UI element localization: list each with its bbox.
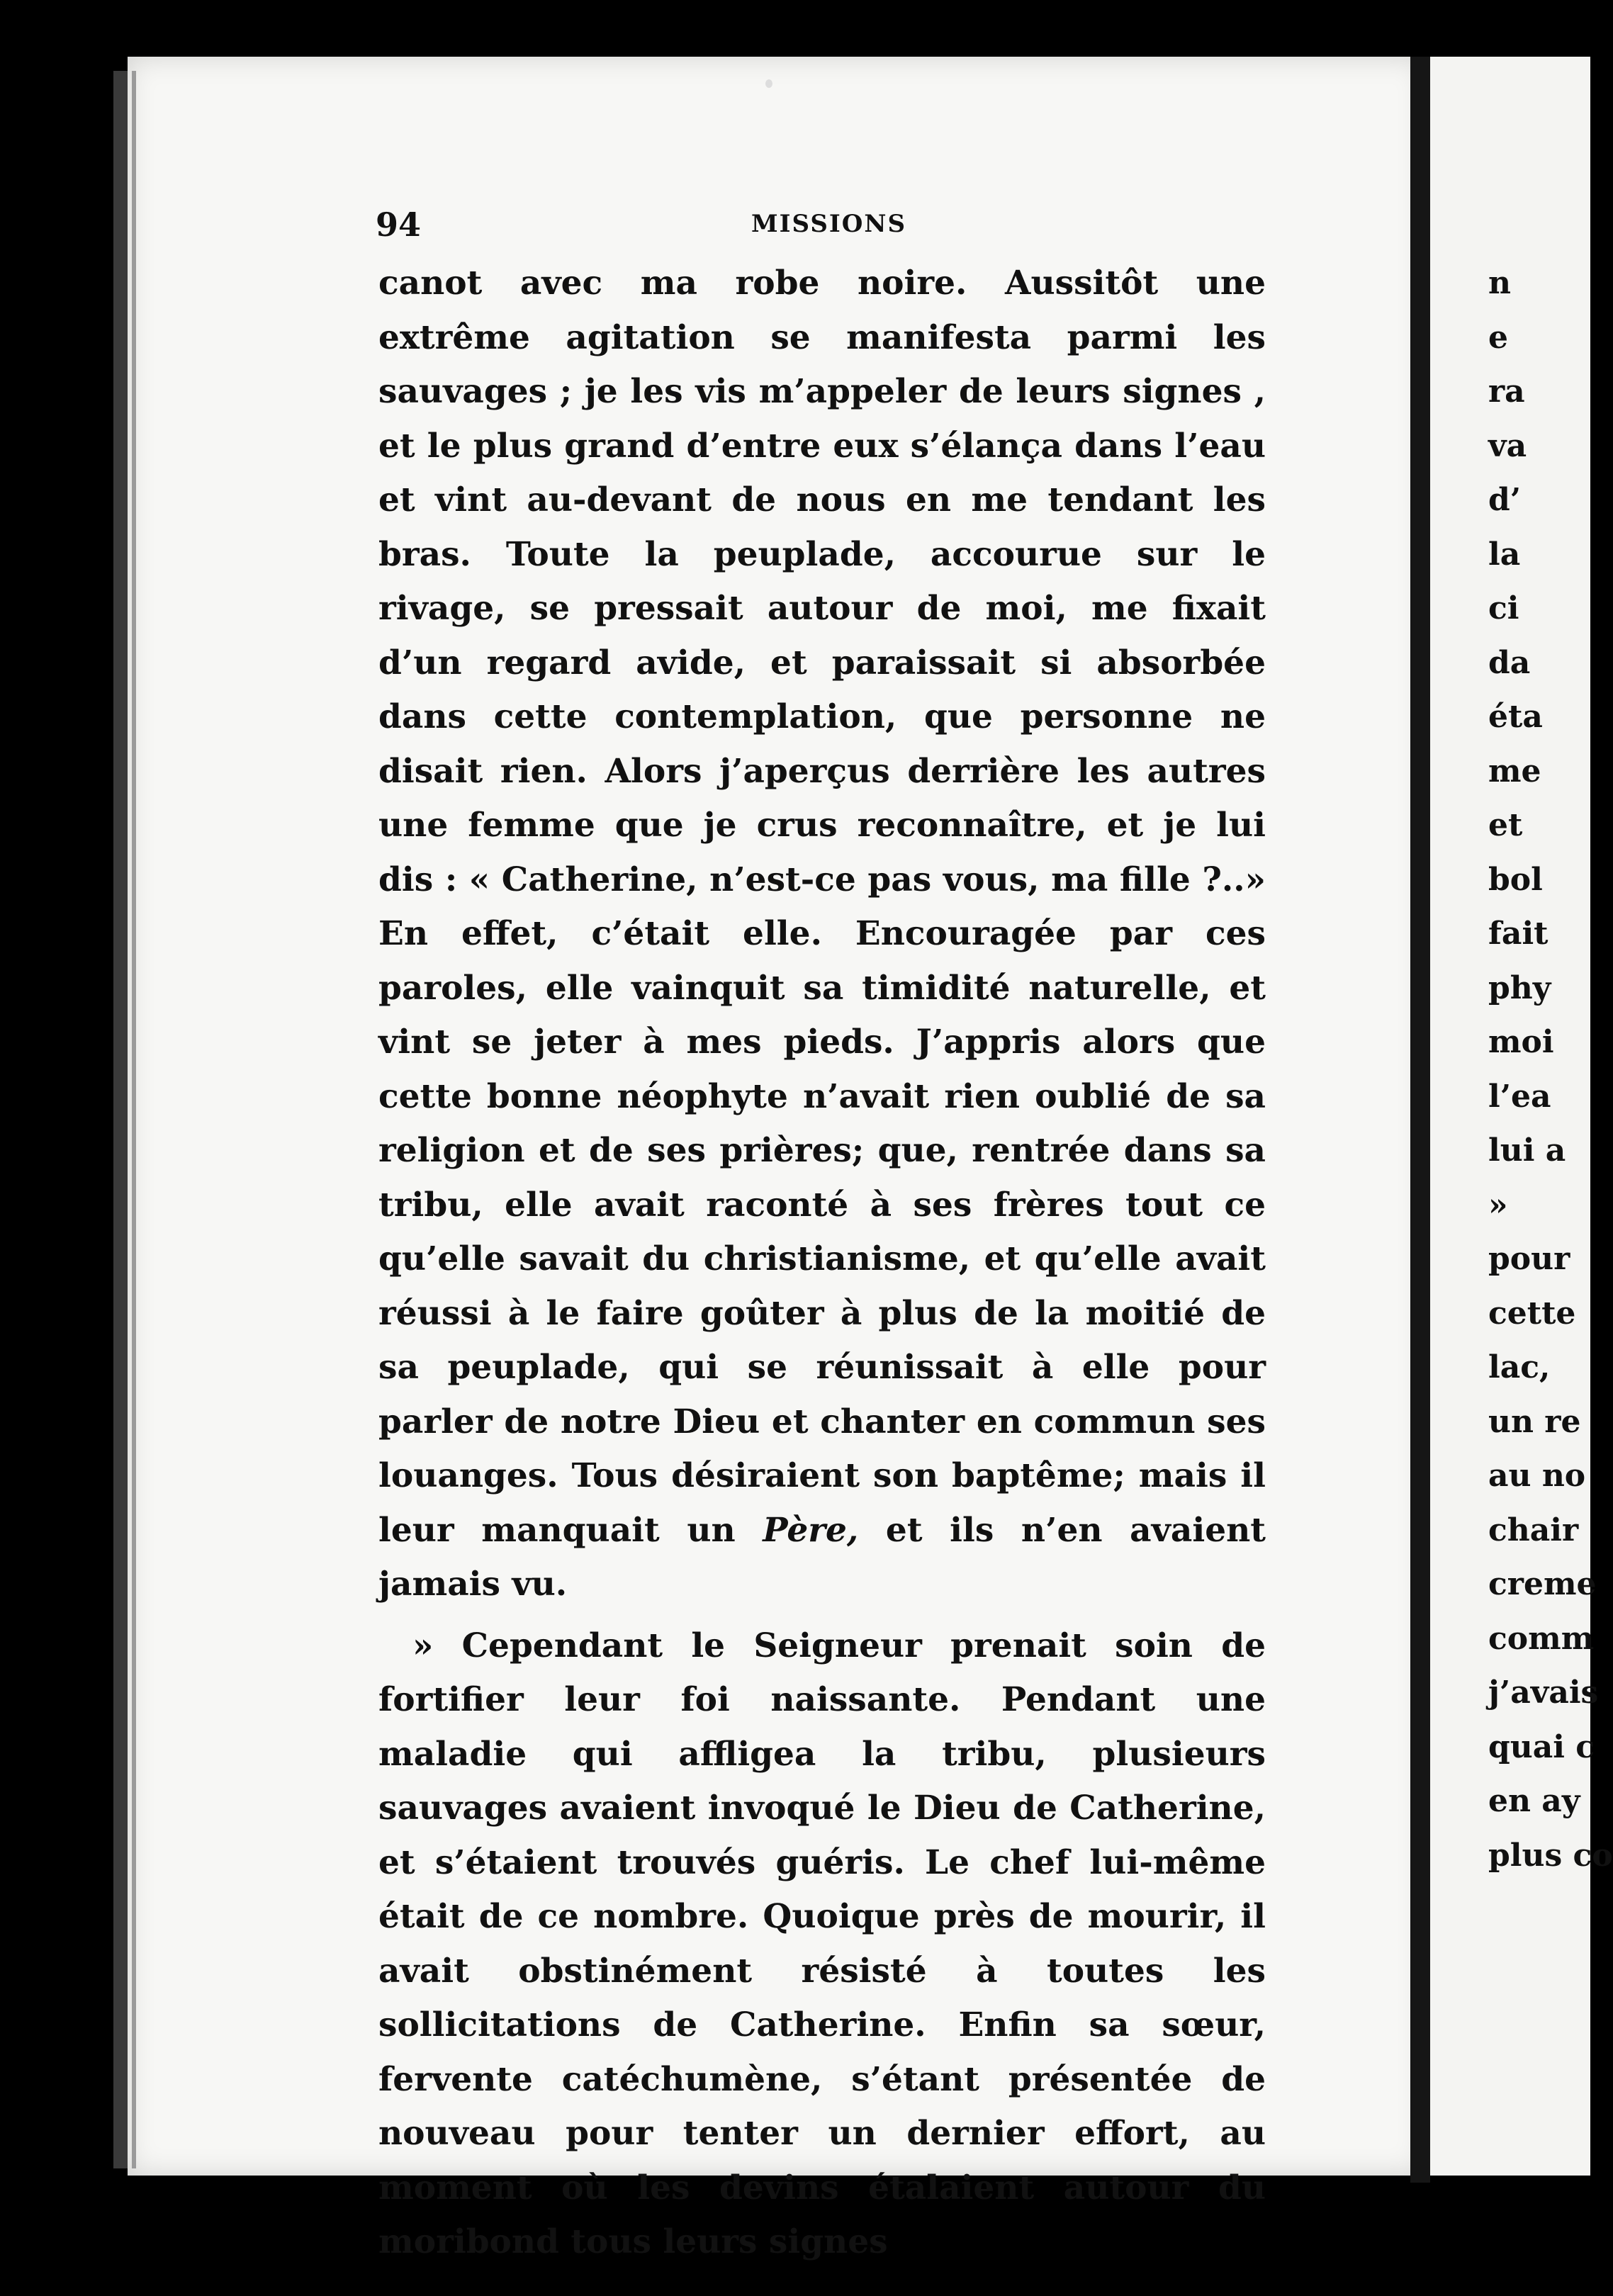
facing-page-line: creme	[1488, 1566, 1597, 1602]
facing-page-line: lac,	[1488, 1349, 1551, 1385]
facing-page-line: d’	[1488, 482, 1522, 518]
facing-page-line: plus co	[1488, 1837, 1613, 1874]
page-edge-shadow	[113, 71, 129, 2168]
paragraph-1-emphasis: Père,	[763, 1510, 859, 1550]
facing-page-line: quai c	[1488, 1728, 1595, 1765]
facing-page-text	[1488, 257, 1613, 1883]
facing-page-line: cette	[1488, 1295, 1576, 1332]
paragraph-2-text: » Cependant le Seigneur prenait soin de fortifier leur foi naissante. Pendant une maladie qui affligea la tribu, plusieurs sauvages avaient invoqué le Dieu de Catherine, et s’étaient trouvés guéris. Le chef lui-même était de ce nombre. Quoique près de mourir, il avait obstinément résisté à toutes les sollicitations de Catherine. Enfin sa sœur, fervente catéchumène, s’étant présentée de nouveau pour tenter un dernier effort, au moment où les devins étalaient autour du moribond tous leurs signes	[378, 1626, 1266, 2261]
paragraph-1	[378, 257, 1266, 1612]
facing-page-line: ra	[1488, 373, 1525, 410]
book-gutter	[1410, 57, 1430, 2183]
facing-page-line: en ay	[1488, 1783, 1580, 1819]
facing-page-line: »	[1488, 1186, 1508, 1223]
paragraph-2	[378, 1619, 1266, 2270]
facing-page-line: lui a	[1488, 1132, 1566, 1169]
facing-page-line: comm	[1488, 1620, 1595, 1657]
facing-page-line: n	[1488, 265, 1511, 301]
running-title: MISSIONS	[751, 210, 907, 238]
facing-page-line: un re	[1488, 1403, 1581, 1440]
paragraph-1-text-after: et ils n’en avaient jamais vu.	[378, 1510, 1266, 1604]
facing-page-line: j’avais	[1488, 1675, 1599, 1711]
page-number: 94	[376, 206, 422, 244]
facing-page-line: me	[1488, 753, 1541, 789]
facing-page-line: fait	[1488, 916, 1549, 952]
facing-page-line: va	[1488, 427, 1527, 464]
facing-page-line: pour	[1488, 1241, 1570, 1277]
facing-page-line: da	[1488, 644, 1531, 681]
facing-page-line: e	[1488, 319, 1508, 356]
facing-page-line: éta	[1488, 699, 1543, 735]
body-text	[378, 257, 1266, 2270]
facing-page-line: ci	[1488, 590, 1519, 626]
page-edge-highlight	[132, 71, 136, 2168]
facing-page-line: au no	[1488, 1458, 1586, 1494]
facing-page-line: chair	[1488, 1512, 1579, 1548]
facing-page-line: phy	[1488, 969, 1551, 1006]
facing-page-line: bol	[1488, 861, 1543, 898]
running-head	[376, 206, 1233, 248]
facing-page-line: moi	[1488, 1024, 1554, 1060]
paper-speck	[765, 79, 772, 88]
facing-page-line: l’ea	[1488, 1078, 1551, 1115]
facing-page-line: la	[1488, 536, 1521, 573]
facing-page-line: et	[1488, 807, 1523, 843]
paragraph-1-text: canot avec ma robe noire. Aussitôt une extrême agitation se manifesta parmi les sauvages ; je les vis m’appeler de leurs signes , et le plus grand d’entre eux s’élança dans l’eau et vint au-devant de nous en me tendant les bras. Toute la peuplade, accourue sur le rivage, se pressait autour de moi, me fixait d’un regard avide, et paraissait si absorbée dans cette contemplation, que personne ne disait rien. Alors j’aperçus derrière les autres une femme que je crus reconnaître, et je lui dis : « Catherine, n’est-ce pas vous, ma fille ?..» En effet, c’était elle. Encouragée par ces paroles, elle vainquit sa timidité naturelle, et vint se jeter à mes pieds. J’appris alors que cette bonne néophyte n’avait rien oublié de sa religion et de ses prières; que, rentrée dans sa tribu, elle avait raconté à ses frères tout ce qu’elle savait du christianisme, et qu’elle avait réussi à le faire goûter à plus de la moitié de sa peuplade, qui se réunissait à elle pour parler de notre Dieu et chanter en commun ses louanges. Tous désiraient son baptême; mais il leur manquait un	[378, 264, 1266, 1550]
